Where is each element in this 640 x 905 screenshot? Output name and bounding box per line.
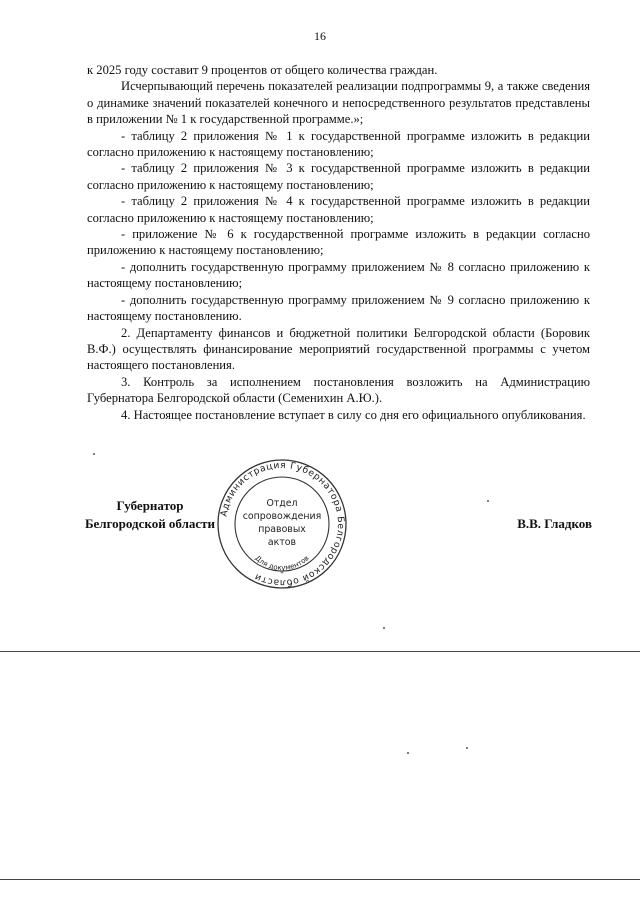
star-icon: *	[280, 570, 284, 578]
scan-speck	[93, 453, 95, 455]
stamp-center-line: актов	[267, 537, 297, 548]
stamp-center-line: правовых	[258, 524, 306, 535]
stamp-inner-arc-text: Для документов	[253, 554, 311, 573]
list-item: - таблицу 2 приложения № 3 к государственной программе изложить в редакции согласно приложению к настоящему постановлению;	[87, 161, 590, 192]
document-body	[87, 62, 590, 423]
scan-speck	[487, 500, 489, 502]
paragraph: Исчерпывающий перечень показателей реализации подпрограммы 9, а также сведения о динамике значений показателей конечного и непосредственного результатов представлены в приложении № 1 к государственной программе.»;	[87, 79, 590, 127]
divider-line	[0, 651, 640, 652]
stamp-outer-text: Администрация Губернатора Белгородской области	[218, 459, 347, 589]
paragraph: 2. Департаменту финансов и бюджетной политики Белгородской области (Боровик В.Ф.) осуществлять финансирование мероприятий государственной программы с учетом настоящего постановления.	[87, 325, 590, 373]
scan-speck	[407, 752, 409, 754]
signatory-title-line2: Белгородской области	[84, 516, 216, 531]
signatory-name: В.В. Гладков	[517, 516, 592, 531]
divider-line	[0, 879, 640, 880]
paragraph: 4. Настоящее постановление вступает в силу со дня его официального опубликования.	[121, 407, 586, 422]
signatory-title-line1: Губернатор	[116, 498, 184, 513]
paragraph: 3. Контроль за исполнением постановления возложить на Администрацию Губернатора Белгородской области (Семенихин А.Ю.).	[87, 374, 590, 406]
paragraph: к 2025 году составит 9 процентов от общего количества граждан.	[87, 63, 438, 77]
scan-speck	[383, 627, 385, 629]
stamp-center-line: сопровождения	[242, 511, 322, 522]
list-item: - приложение № 6 к государственной программе изложить в редакции согласно приложению к настоящему постановлению;	[87, 227, 590, 258]
official-stamp	[216, 458, 348, 590]
signatory-title	[60, 497, 240, 533]
list-item: - таблицу 2 приложения № 1 к государственной программе изложить в редакции согласно приложению к настоящему постановлению;	[87, 128, 590, 160]
page-number: 16	[314, 29, 326, 43]
scan-speck	[466, 747, 468, 749]
list-item: - дополнить государственную программу приложением № 9 согласно приложению к настоящему постановлению.	[87, 292, 590, 324]
stamp-center-line: Отдел	[266, 498, 298, 509]
list-item: - дополнить государственную программу приложением № 8 согласно приложению к настоящему постановлению;	[87, 259, 590, 291]
list-item: - таблицу 2 приложения № 4 к государственной программе изложить в редакции согласно приложению к настоящему постановлению;	[87, 194, 590, 225]
